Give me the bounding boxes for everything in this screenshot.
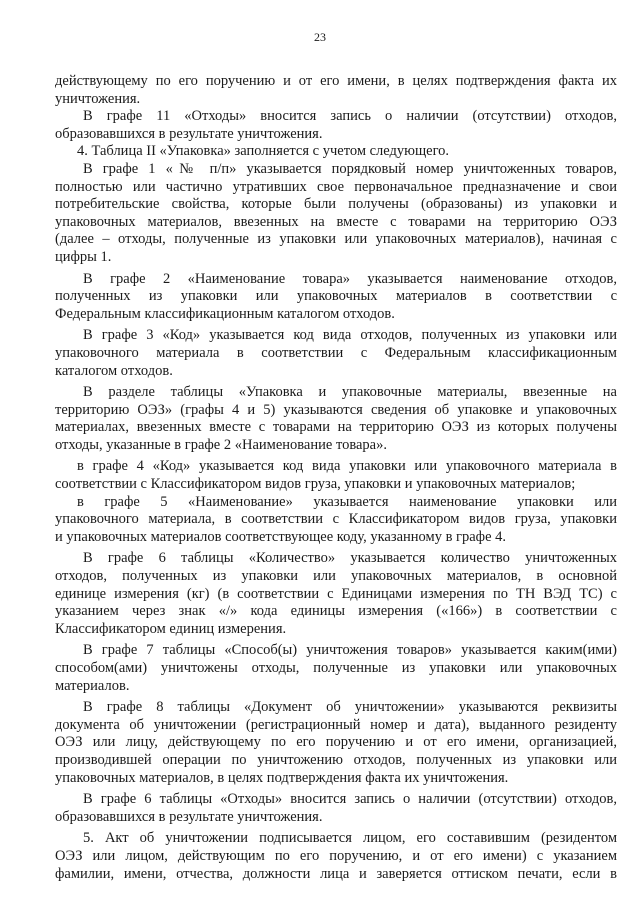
text-line: территорию ОЭЗ» (графы 4 и 5) указываются сведения об упаковке и упаковочных <box>55 401 617 418</box>
text-line: 5. Акт об уничтожении подписывается лицом, его составившим (резидентом <box>83 830 617 847</box>
text-line: В графе 8 таблицы «Документ об уничтожении» указываются реквизиты <box>83 699 617 716</box>
text-line: указанием через знак «/» кода единицы измерения («166») в соответствии с <box>55 603 617 620</box>
text-line: ОЭЗ или лицу, действующему по его поручению и от его имени, организацией, <box>55 734 617 751</box>
paragraph-section-5 <box>55 830 617 883</box>
text-line: образовавшихся в результате уничтожения. <box>55 125 323 142</box>
text-line: упаковочных материалов, в целях подтверждения факта их уничтожения. <box>55 769 509 786</box>
text-line: В графе 1 «№ п/п» указывается порядковый номер уничтоженных товаров, <box>83 160 617 177</box>
document-body <box>55 73 617 883</box>
paragraph-graph-3 <box>55 327 617 380</box>
text-line: образовавшихся в результате уничтожения. <box>55 808 323 825</box>
paragraph-graph-8 <box>55 699 617 787</box>
paragraph-graph-6-quantity <box>55 550 617 638</box>
text-line: способом(ами) уничтожены отходы, полученные из упаковки или упаковочных <box>55 660 617 676</box>
text-line: ОЭЗ или лицом, действующим по его поручению, и от его имени) с указанием <box>55 847 617 864</box>
paragraph-graph-6-waste <box>55 791 617 826</box>
text-line: потребительские свойства, которые были получены (образованы) из упаковки и <box>55 196 617 213</box>
text-line: В графе 11 «Отходы» вносится запись о наличии (отсутствии) отходов, <box>83 108 617 125</box>
text-line: материалов. <box>55 677 130 694</box>
text-line: цифры 1. <box>55 248 112 265</box>
text-line: В графе 2 «Наименование товара» указывается наименование отходов, <box>83 270 617 287</box>
paragraph-graph-5 <box>55 494 617 547</box>
paragraph-packaging-section <box>55 384 617 454</box>
text-line: полученных из упаковки или упаковочных материалов в соответствии с <box>55 288 617 305</box>
text-line: В графе 7 таблицы «Способ(ы) уничтожения товаров» указывается каким(ими) <box>83 642 617 659</box>
text-line: в графе 4 «Код» указывается код вида упаковки или упаковочного материала в <box>77 458 617 475</box>
text-line: уничтожения. <box>55 90 141 107</box>
text-line: единице измерения (кг) (в соответствии с Единицами измерения по ТН ВЭД ТС) с <box>55 585 617 602</box>
text-line: каталогом отходов. <box>55 362 173 379</box>
paragraph-graph-4 <box>55 458 617 493</box>
text-line: В графе 6 таблицы «Отходы» вносится запись о наличии (отсутствии) отходов, <box>83 791 617 808</box>
text-line: в графе 5 «Наименование» указывается наименование упаковки или <box>77 493 617 510</box>
text-line: 4. Таблица II «Упаковка» заполняется с учетом следующего. <box>77 143 450 160</box>
paragraph-graph-2 <box>55 271 617 324</box>
text-line: В графе 6 таблицы «Количество» указывается количество уничтоженных <box>83 550 617 567</box>
paragraph-graph-1 <box>55 161 617 267</box>
text-line: Классификатором единиц измерения. <box>55 620 287 637</box>
paragraph-continuation <box>55 73 617 108</box>
text-line: Федеральным классификационным каталогом отходов. <box>55 305 395 322</box>
page-number: 23 <box>314 30 326 44</box>
paragraph-section-4 <box>55 143 617 161</box>
text-line: упаковочных материалов, ввезенных на вместе с товарами на территорию ОЭЗ <box>55 213 617 230</box>
text-line: В разделе таблицы «Упаковка и упаковочные материалы, ввезенные на <box>83 384 617 401</box>
paragraph-graph-7 <box>55 642 617 695</box>
text-line: отходов, полученных из упаковки или упаковочных материалов, в основной <box>55 568 617 585</box>
text-line: В графе 3 «Код» указывается код вида отходов, полученных из упаковки или <box>83 327 617 344</box>
text-line: фамилии, имени, отчества, должности лица и заверяется оттиском печати, если в <box>55 865 617 882</box>
text-line: документа об уничтожении (регистрационный номер и дата), выданного резиденту <box>55 716 617 733</box>
paragraph-graph-11 <box>55 108 617 143</box>
text-line: отходы, указанные в графе 2 «Наименование товара». <box>55 436 387 453</box>
text-line: материалах, ввезенных вместе с товарами на территорию ОЭЗ из которых получены <box>55 419 617 436</box>
text-line: упаковочного материала в соответствии с Федеральным классификационным <box>55 344 617 361</box>
text-line: действующему по его поручению и от его имени, в целях подтверждения факта их <box>55 73 617 89</box>
text-line: (далее – отходы, полученные из упаковки или упаковочных материалов), начиная с <box>55 231 617 248</box>
text-line: производившей операции по уничтожению отходов, полученных из упаковки или <box>55 751 617 768</box>
text-line: соответствии с Классификатором видов груза, упаковки и упаковочных материалов; <box>55 476 576 493</box>
text-line: полностью или частично утративших свое первоначальное предназначение и свои <box>55 178 617 195</box>
text-line: упаковочного материала, в соответствии с Классификатором видов груза, упаковки <box>55 511 617 528</box>
text-line: и упаковочных материалов соответствующее коду, указанному в графе 4. <box>55 528 507 545</box>
